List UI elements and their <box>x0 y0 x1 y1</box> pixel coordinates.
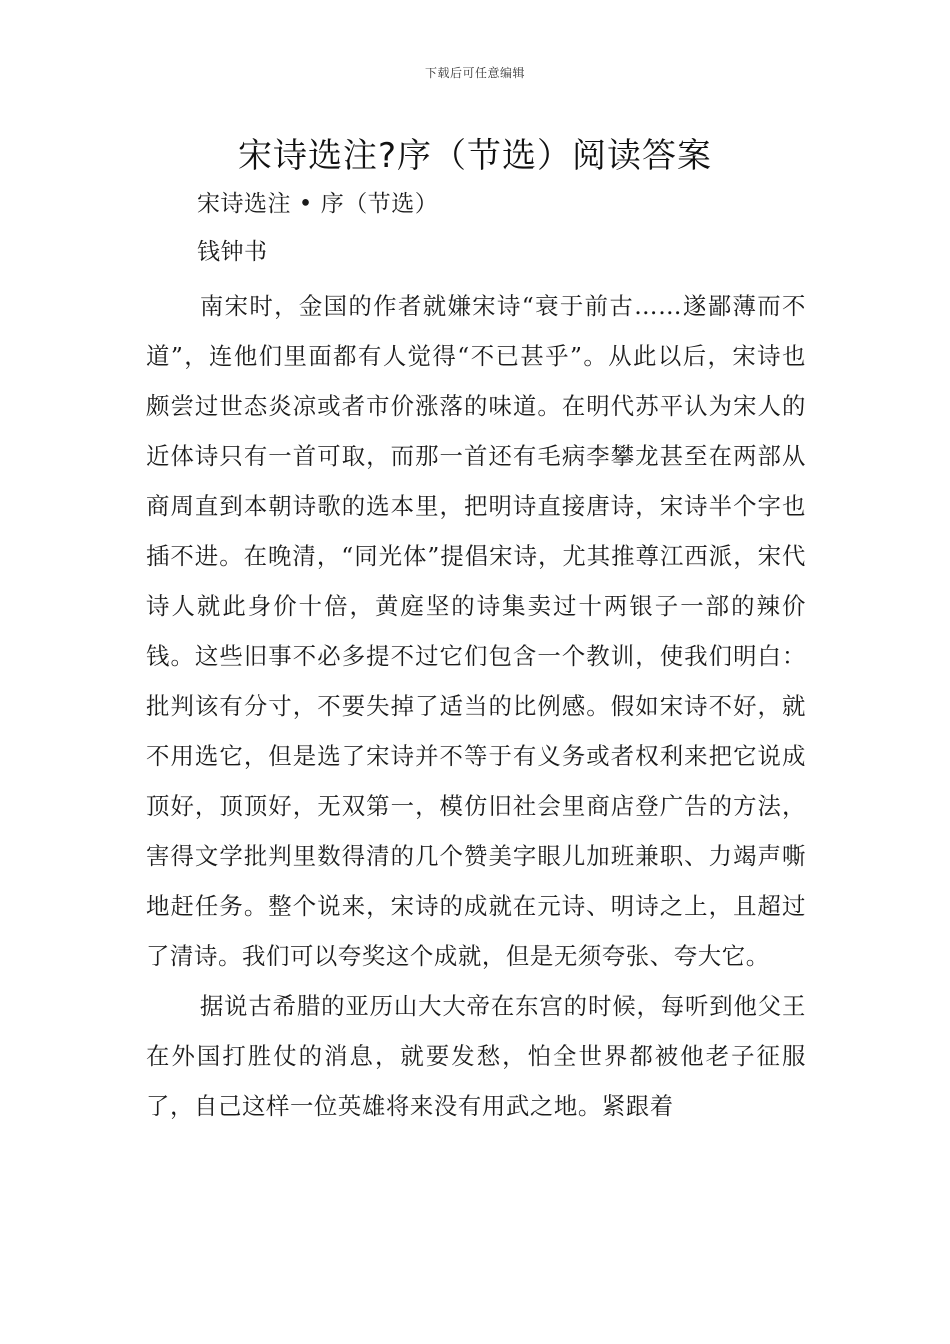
document-body <box>146 281 806 1131</box>
paragraph: 南宋时，金国的作者就嫌宋诗“衰于前古……遂鄙薄而不道”，连他们里面都有人觉得“不已甚乎”。从此以后，宋诗也颇尝过世态炎凉或者市价涨落的味道。在明代苏平认为宋人的近体诗只有一首可取，而那一首还有毛病李攀龙甚至在两部从商周直到本朝诗歌的选本里，把明诗直接唐诗，宋诗半个字也插不进。在晚清，“同光体”提倡宋诗，尤其推尊江西派，宋代诗人就此身价十倍，黄庭坚的诗集卖过十两银子一部的辣价钱。这些旧事不必多提不过它们包含一个教训，使我们明白：批判该有分寸，不要失掉了适当的比例感。假如宋诗不好，就不用选它，但是选了宋诗并不等于有义务或者权利来把它说成顶好，顶顶好，无双第一，模仿旧社会里商店登广告的方法，害得文学批判里数得清的几个赞美字眼儿加班兼职、力竭声嘶地赶任务。整个说来，宋诗的成就在元诗、明诗之上，且超过了清诗。我们可以夸奖这个成就，但是无须夸张、夸大它。 <box>146 292 806 970</box>
document-author: 钱钟书 <box>197 239 268 265</box>
document-title: 宋诗选注?序（节选）阅读答案 <box>237 136 713 176</box>
paragraph: 据说古希腊的亚历山大大帝在东宫的时候，每听到他父王在外国打胜仗的消息，就要发愁，怕全世界都被他老子征服了，自己这样一位英雄将来没有用武之地。紧跟着 <box>146 992 806 1120</box>
document-subtitle: 宋诗选注 • 序（节选） <box>197 191 439 217</box>
header-note: 下载后可任意编辑 <box>424 66 525 80</box>
